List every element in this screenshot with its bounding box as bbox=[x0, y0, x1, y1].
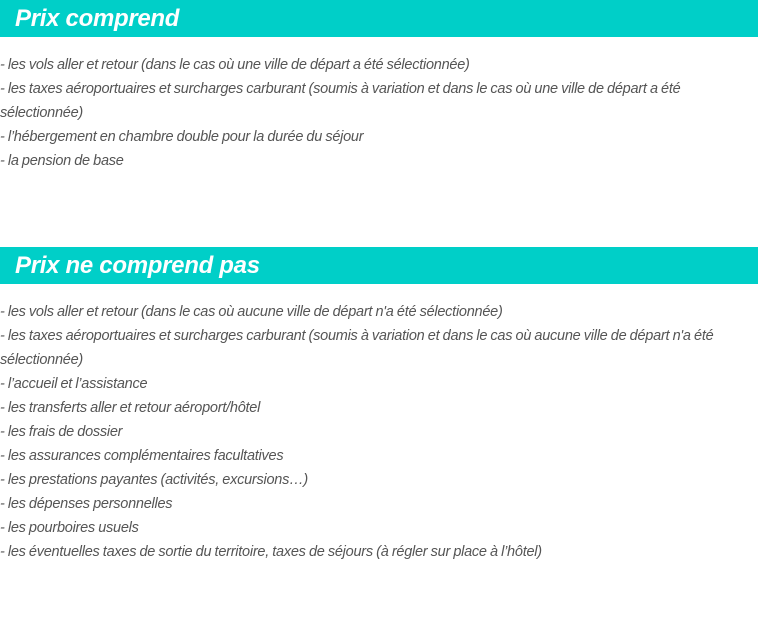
list-item: - l’hébergement en chambre double pour la durée du séjour bbox=[0, 129, 364, 145]
list-item: - les assurances complémentaires facultatives bbox=[0, 448, 284, 464]
list-item: - les éventuelles taxes de sortie du territoire, taxes de séjours (à régler sur place à l’hôtel) bbox=[0, 544, 542, 560]
list-item: - les dépenses personnelles bbox=[0, 496, 173, 512]
list-item: - les taxes aéroportuaires et surcharges carburant (soumis à variation et dans le cas où une ville de départ a été sélectionnée) bbox=[0, 81, 681, 121]
list-item: - les taxes aéroportuaires et surcharges carburant (soumis à variation et dans le cas où aucune ville de départ n'a été sélectionnée) bbox=[0, 328, 714, 368]
section-title: Prix comprend bbox=[15, 5, 180, 32]
list-item: - les vols aller et retour (dans le cas où aucune ville de départ n'a été sélectionnée) bbox=[0, 304, 503, 320]
list-item: - les transferts aller et retour aéroport/hôtel bbox=[0, 400, 261, 416]
list-item: - les vols aller et retour (dans le cas où une ville de départ a été sélectionnée) bbox=[0, 57, 470, 73]
list-item: - les pourboires usuels bbox=[0, 520, 139, 536]
section-header-price-includes bbox=[0, 0, 758, 37]
section-header-price-excludes bbox=[0, 247, 758, 284]
price-excludes-list bbox=[0, 300, 740, 564]
list-item: - les frais de dossier bbox=[0, 424, 123, 440]
list-item: - la pension de base bbox=[0, 153, 124, 169]
list-item: - les prestations payantes (activités, excursions…) bbox=[0, 472, 308, 488]
section-title: Prix ne comprend pas bbox=[15, 252, 260, 279]
list-item: - l’accueil et l’assistance bbox=[0, 376, 148, 392]
price-includes-list bbox=[0, 53, 740, 173]
